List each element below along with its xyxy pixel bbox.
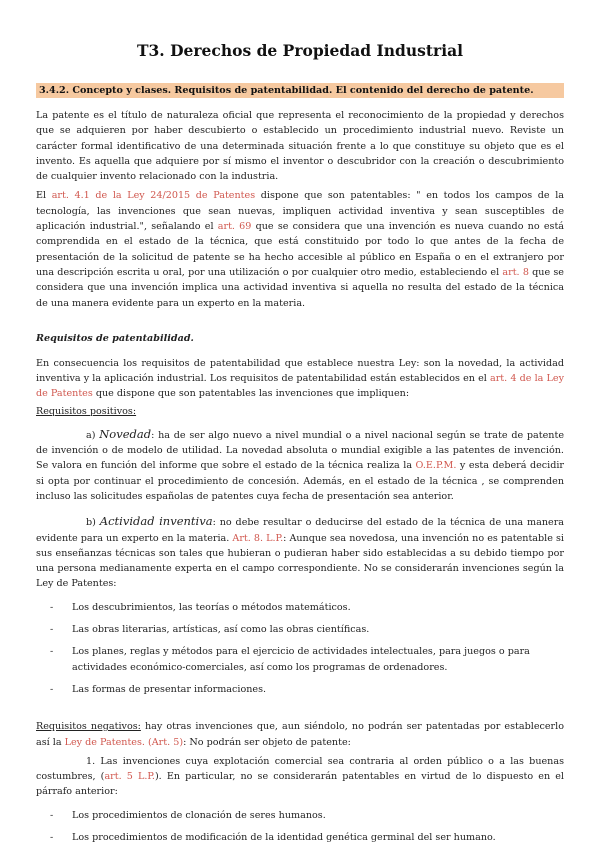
- list-item: - Los procedimientos de clonación de seres humanos.: [50, 808, 564, 823]
- law-link[interactable]: art. 4.1 de la Ley 24/2015 de Patentes: [51, 190, 256, 202]
- negativos-label: Requisitos negativos:: [36, 721, 141, 733]
- negativos-paragraph: Requisitos negativos: hay otras invenciones que, aun siéndolo, no podrán ser patentadas por establecerlo así la Ley de Patentes. (Art. 5): No podrán ser objeto de patente:: [36, 721, 564, 748]
- list-item: - Los procedimientos de modificación de la identidad genética germinal del ser humano.: [50, 830, 564, 845]
- ley-patentes-art5-link[interactable]: Ley de Patentes. (Art. 5): [64, 736, 184, 748]
- punto-uno-paragraph: 1. Las invenciones cuya explotación comercial sea contraria al orden público o a las buenas costumbres, (art. 5 L.P.). En particular, no se considerarán patentables en virtud de lo dispuesto en el párrafo anterior:: [36, 755, 564, 798]
- consecuencia-paragraph: En consecuencia los requisitos de patentabilidad que establece nuestra Ley: son la novedad, la actividad inventiva y la aplicación industrial. Los requisitos de patentabilidad están establecidos en el art. 4 de la Ley de Patentes que dispone que son patentables las invenciones que impliquen:: [36, 357, 564, 400]
- actividad-term: Actividad inventiva: [99, 514, 213, 529]
- positivos-label: Requisitos positivos:: [36, 405, 137, 417]
- oepm-link[interactable]: O.E.P.M.: [415, 460, 457, 472]
- requisitos-heading: Requisitos de patentabilidad.: [36, 332, 194, 344]
- article-8-link[interactable]: art. 8: [502, 266, 529, 278]
- art-5-lp-link[interactable]: art. 5 L.P.: [104, 771, 155, 783]
- no-patentables-list: [36, 808, 564, 846]
- no-invenciones-list: [36, 600, 564, 697]
- list-item: - Los descubrimientos, las teorías o métodos matemáticos.: [50, 600, 564, 615]
- article-4-link[interactable]: art. 4 de la Ley de Patentes: [36, 373, 564, 400]
- art-8-lp-link[interactable]: Art. 8. L.P.: [232, 532, 284, 544]
- novedad-paragraph: a) Novedad: ha de ser algo nuevo a nivel mundial o a nivel nacional según se trate de patente de invención o de modelo de utilidad. La novedad absoluta o mundial exigible a las patentes de invención. Se valora en función del informe que sobre el estado de la técnica realiza la O.E.P.M. y esta deberá decidir si opta por continuar el procedimiento de concesión. Además, en el estado de la técnica , se comprenden incluso las solicitudes españolas de patentes cuya fecha de presentación sea anterior.: [36, 426, 565, 502]
- page-title: T3. Derechos de Propiedad Industrial: [136, 41, 464, 60]
- section-heading: 3.4.2. Concepto y clases. Requisitos de patentabilidad. El contenido del derecho de patente.: [36, 83, 564, 98]
- article-paragraph: El art. 4.1 de la Ley 24/2015 de Patentes dispone que son patentables: " en todos los campos de la tecnología, las invenciones que sean nuevas, impliquen actividad inventiva y sean susceptibles de aplicación industrial.", señalando el art. 69 que se considera que una invención es nueva cuando no está comprendida en el estado de la técnica, que está constituido por todo lo que antes de la fecha de presentación de la solicitud de patente se ha hecho accesible al público en España o en el extranjero por una descripción escrita u oral, por una utilización o por cualquier otro medio, estableciendo el art. 8 que se considera que una invención implica una actividad inventiva si aquella no resulta del estado de la técnica de una manera evidente para un experto en la materia.: [36, 190, 565, 309]
- list-item: - Las formas de presentar informaciones.: [50, 682, 564, 697]
- novedad-term: Novedad: [99, 426, 152, 441]
- list-item: - Los planes, reglas y métodos para el ejercicio de actividades intelectuales, para juegos o para actividades económico-comerciales, así como los programas de ordenadores.: [50, 644, 564, 675]
- list-item: - Las obras literarias, artísticas, así como las obras científicas.: [50, 622, 564, 637]
- intro-paragraph: La patente es el título de naturaleza oficial que representa el reconocimiento de la propiedad y derechos que se adquieren por haber descubierto o establecido un procedimiento industrial nuevo. Reviste un carácter formal identificativo de una determinada situación frente a lo que constituye su objeto que es el invento. Es aquella que adquiere por sí mismo el inventor o descubridor con la creación o descubrimiento de cualquier invento relacionado con la industria.: [36, 110, 564, 183]
- actividad-paragraph: b) Actividad inventiva: no debe resultar o deducirse del estado de la técnica de una manera evidente para un experto en la materia. Art. 8. L.P.: Aunque sea novedosa, una invención no es patentable si sus enseñanzas técnicas son tales que hubieran o pudieran haber sido establecidas a su debido tiempo por una persona medianamente experta en el campo correspondiente. No se considerarán invenciones según la Ley de Patentes:: [36, 514, 564, 590]
- article-69-link[interactable]: art. 69: [217, 221, 252, 233]
